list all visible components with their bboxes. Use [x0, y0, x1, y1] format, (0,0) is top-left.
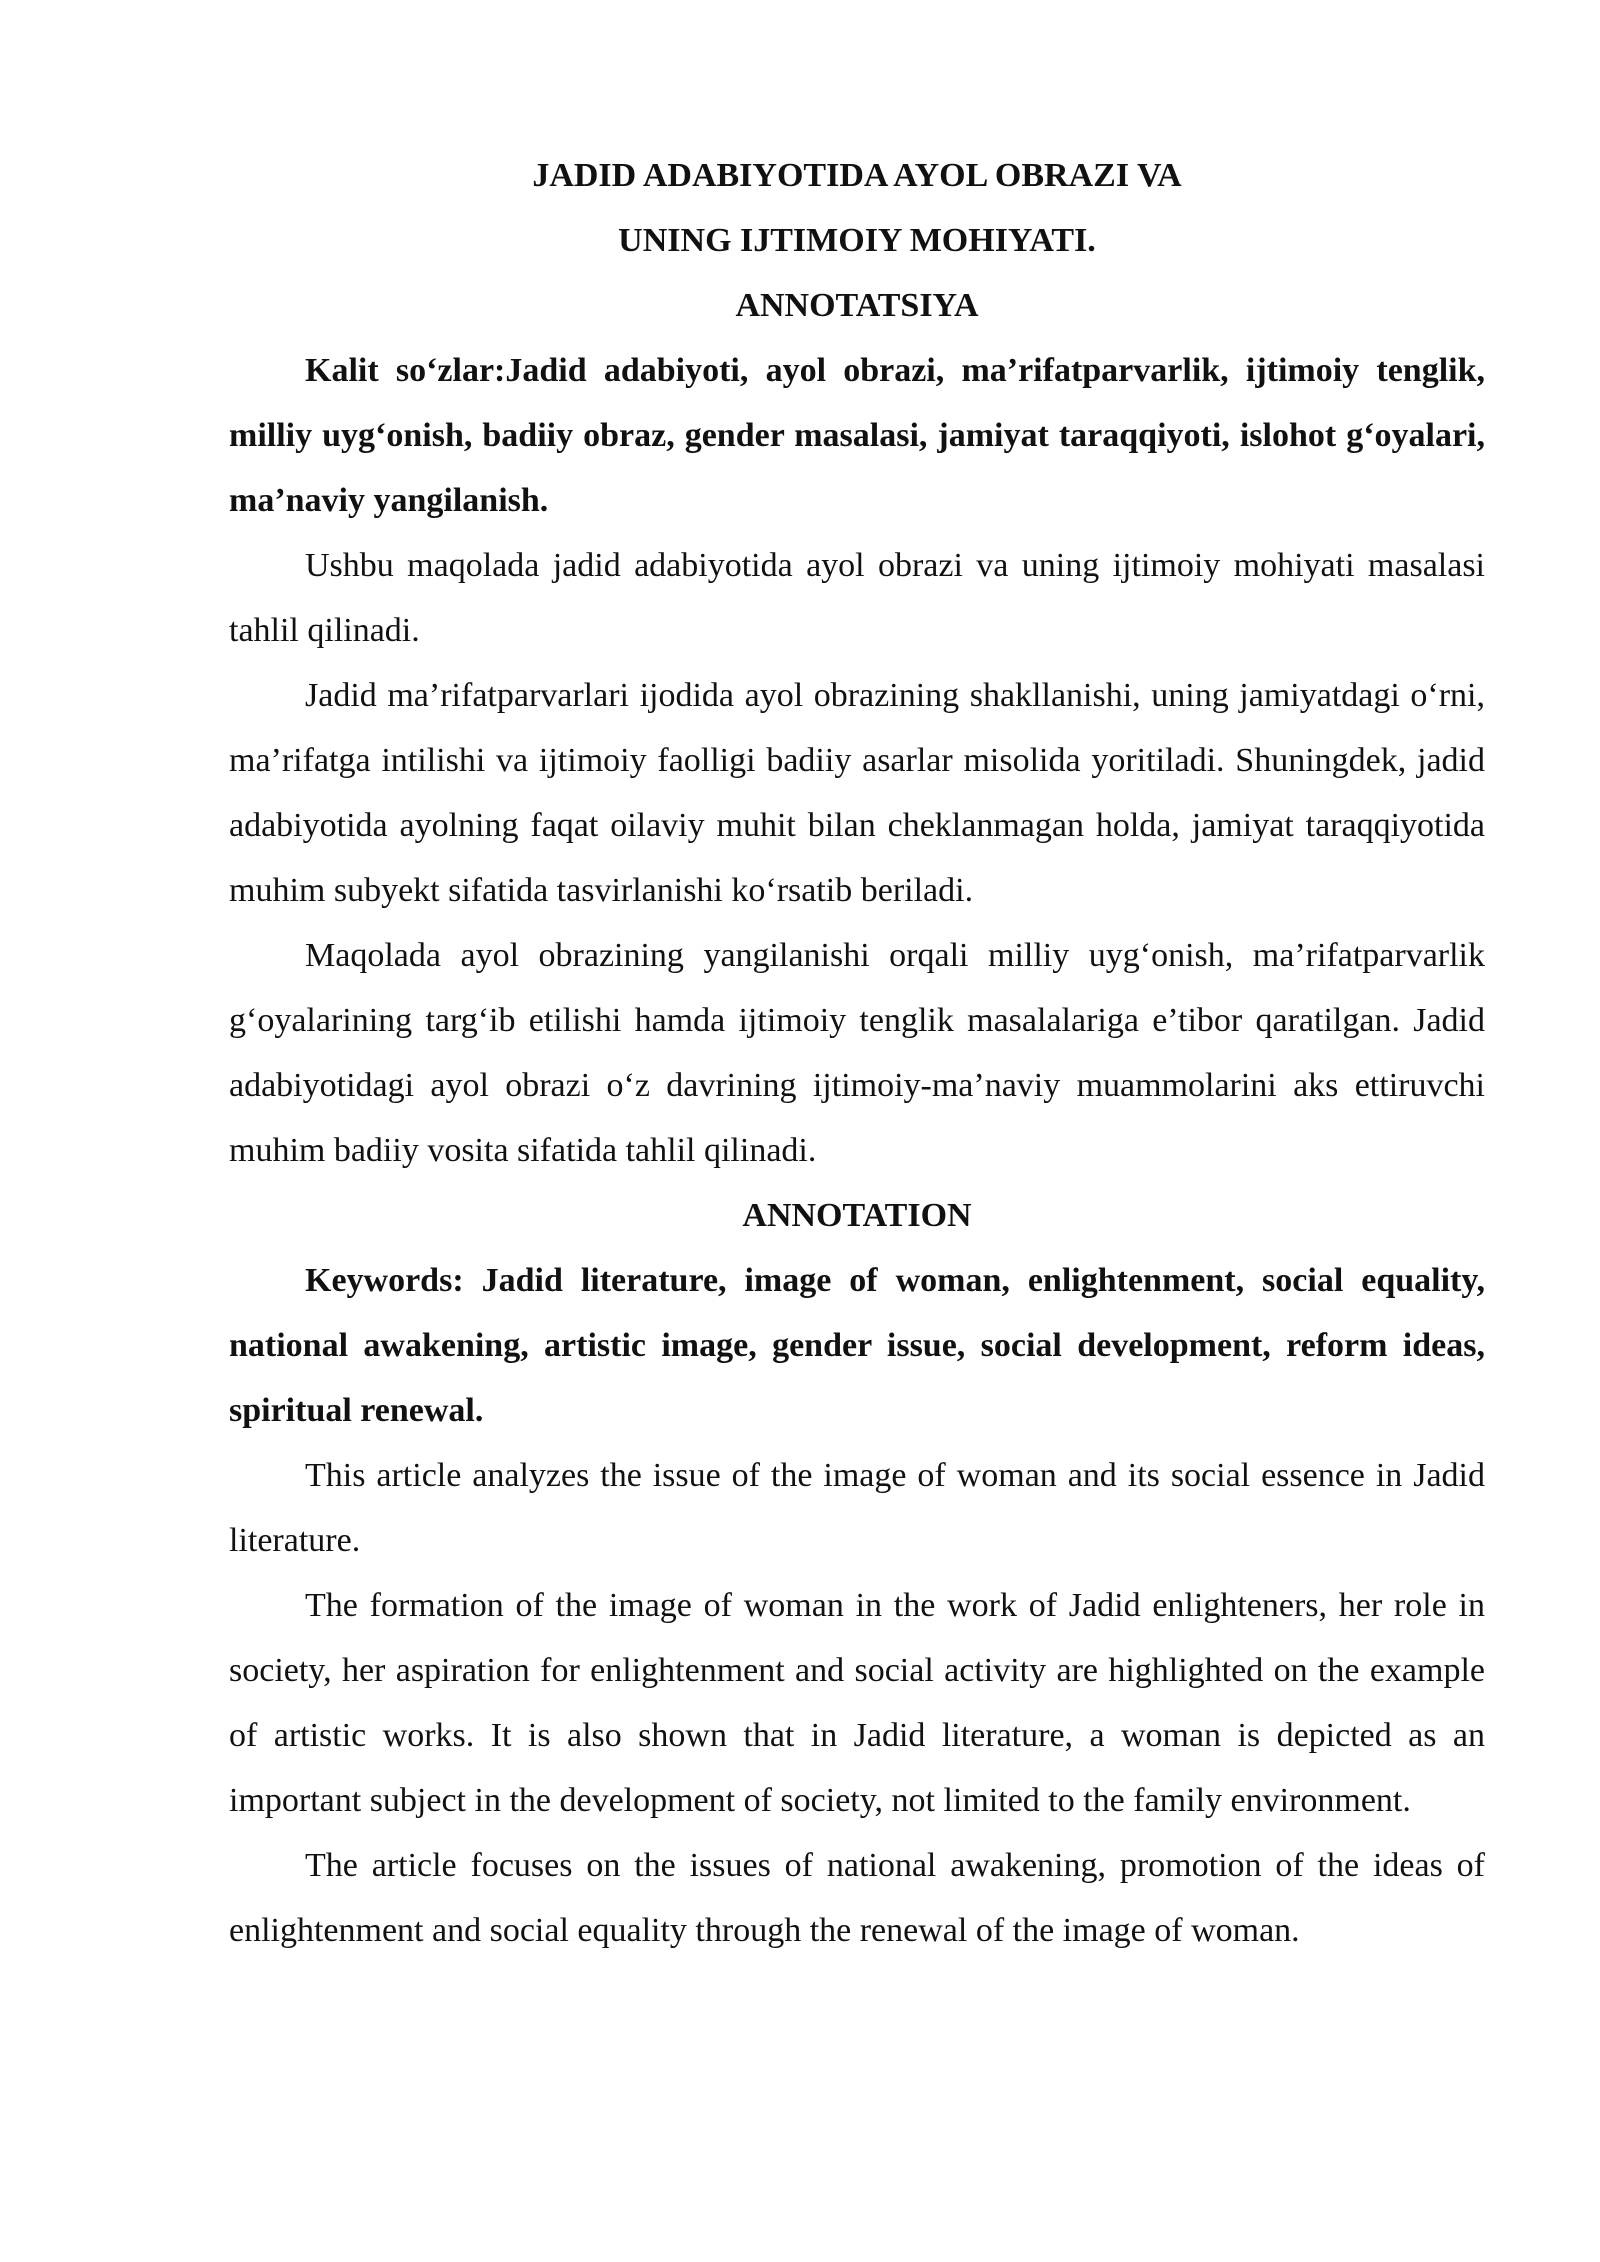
title-line-1: JADID ADABIYOTIDA AYOL OBRAZI VA — [532, 157, 1182, 194]
en-paragraph-2: The formation of the image of woman in the work of Jadid enlighteners, her role in society, her aspiration for enlightenment and social activity are highlighted on the example of artistic works. It is also shown that in Jadid literature, a woman is depicted as an important subject in the development of society, not limited to the family environment. — [229, 1587, 1485, 1819]
en-keywords-text: Jadid literature, image of woman, enlightenment, social equality, national awakening, artistic image, gender issue, social development, reform ideas, spiritual renewal. — [229, 1262, 1485, 1429]
uz-keywords — [229, 338, 1485, 533]
en-keywords-label: Keywords: — [305, 1262, 482, 1299]
document-content — [229, 143, 1485, 1963]
en-annotation-heading: ANNOTATION — [742, 1197, 972, 1234]
uz-paragraph-1: Ushbu maqolada jadid adabiyotida ayol obrazi va uning ijtimoiy mohiyati masalasi tahlil qilinadi. — [229, 547, 1485, 649]
en-keywords — [229, 1248, 1485, 1443]
title-line-2: UNING IJTIMOIY MOHIYATI. — [618, 222, 1096, 259]
uz-paragraph-2: Jadid ma’rifatparvarlari ijodida ayol obrazining shakllanishi, uning jamiyatdagi o‘rni, ma’rifatga intilishi va ijtimoiy faolligi badiiy asarlar misolida yoritiladi. Shuningdek, jadid adabiyotida ayolning faqat oilaviy muhit bilan cheklanmagan holda, jamiyat taraqqiyotida muhim subyekt sifatida tasvirlanishi ko‘rsatib beriladi. — [229, 677, 1485, 909]
uz-keywords-text: Jadid adabiyoti, ayol obrazi, ma’rifatparvarlik, ijtimoiy tenglik, milliy uyg‘onish, badiiy obraz, gender masalasi, jamiyat taraqqiyoti, islohot g‘oyalari, ma’naviy yangilanish. — [229, 352, 1485, 519]
uz-annotation-heading: ANNOTATSIYA — [735, 287, 979, 324]
uz-paragraph-3: Maqolada ayol obrazining yangilanishi orqali milliy uyg‘onish, ma’rifatparvarlik g‘oyalarining targ‘ib etilishi hamda ijtimoiy tenglik masalalariga e’tibor qaratilgan. Jadid adabiyotidagi ayol obrazi o‘z davrining ijtimoiy-ma’naviy muammolarini aks ettiruvchi muhim badiiy vosita sifatida tahlil qilinadi. — [229, 937, 1485, 1169]
uz-keywords-label: Kalit so‘zlar: — [305, 352, 506, 389]
en-paragraph-1: This article analyzes the issue of the image of woman and its social essence in Jadid literature. — [229, 1457, 1485, 1559]
en-paragraph-3: The article focuses on the issues of national awakening, promotion of the ideas of enlightenment and social equality through the renewal of the image of woman. — [229, 1847, 1485, 1949]
